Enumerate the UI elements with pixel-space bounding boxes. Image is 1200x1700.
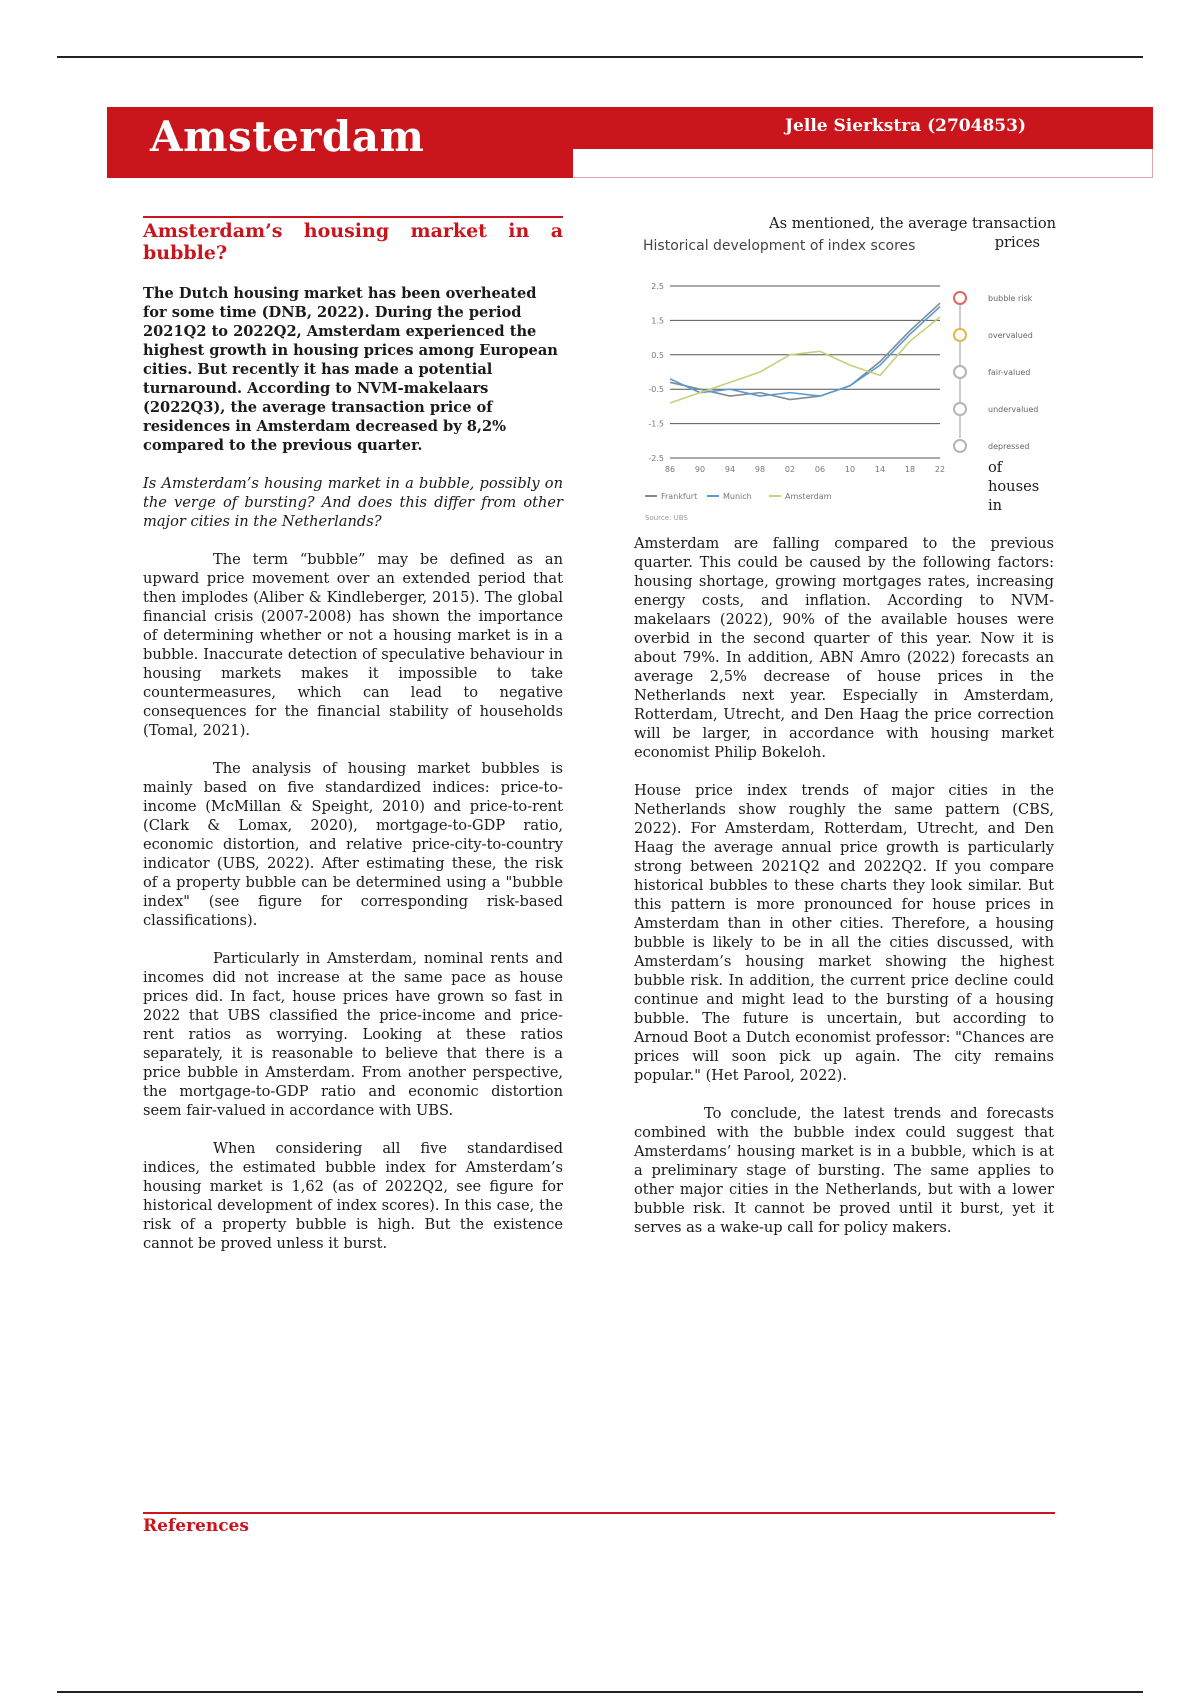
- y-tick-label: 2.5: [651, 282, 664, 291]
- page-title: Amsterdam: [150, 112, 425, 161]
- y-tick-label: -0.5: [648, 385, 664, 395]
- references-heading: References: [143, 1512, 1055, 1536]
- zone-label: undervalued: [988, 405, 1039, 414]
- y-tick-label: -2.5: [648, 454, 664, 463]
- y-tick-label: -1.5: [648, 419, 664, 429]
- chart-title: Historical development of index scores: [643, 238, 916, 254]
- series-line-frankfurt: [670, 303, 940, 399]
- paragraph-amsterdam-ratios: Particularly in Amsterdam, nominal rents and incomes did not increase at the same pace as house prices did. In fact, house prices have grown so fast in 2022 that UBS classified the price-income and price-rent ratios as worrying. Looking at these ratios separately, it is reasonable to believe that there is a price bubble in Amsterdam. From another perspective, the mortgage-to-GDP ratio and economic distortion seem fair-valued in accordance with UBS.: [143, 950, 563, 1119]
- question-paragraph: Is Amsterdam’s housing market in a bubble, possibly on the verge of bursting? And does this differ from other major cities in the Netherlands?: [143, 475, 563, 530]
- x-tick-label: 02: [784, 465, 796, 474]
- paragraph-major-cities: House price index trends of major cities in the Netherlands show roughly the same pattern (CBS, 2022). For Amsterdam, Rotterdam, Utrecht, and Den Haag the average annual price growth is particularly strong between 2021Q2 and 2022Q2. If you compare historical bubbles to these charts they look similar. But this pattern is more pronounced for house prices in Amsterdam than in other cities. Therefore, a housing bubble is likely to be in all the cities discussed, with Amsterdam’s housing market showing the highest bubble risk. In addition, the current price decline could continue and might lead to the bursting of a housing bubble. The future is uncertain, but according to Arnoud Boot a Dutch economist professor: "Chances are prices will soon pick up again. The city remains popular." (Het Parool, 2022).: [634, 782, 1054, 1084]
- index-chart: [640, 258, 1040, 528]
- zone-marker: [954, 366, 966, 378]
- wrap-word-houses: houses: [988, 478, 1040, 495]
- x-tick-label: 18: [904, 465, 916, 474]
- zone-label: bubble risk: [988, 294, 1033, 303]
- x-tick-label: 90: [694, 465, 706, 474]
- wrap-word-of: of: [988, 459, 1003, 476]
- x-tick-label: 94: [724, 465, 736, 474]
- lead-paragraph: The Dutch housing market has been overheated for some time (DNB, 2022). During the period 2021Q2 to 2022Q2, Amsterdam experienced the highest growth in housing prices among European cities. But recently it has made a potential turnaround. According to NVM-makelaars (2022Q3), the average transaction price of residences in Amsterdam decreased by 8,2% compared to the previous quarter.: [143, 285, 558, 454]
- chart-source: Source: UBS: [645, 514, 688, 522]
- left-column: [143, 284, 563, 1253]
- legend-label: Amsterdam: [785, 492, 832, 501]
- x-tick-label: 98: [754, 465, 766, 474]
- zone-marker: [954, 292, 966, 304]
- y-tick-label: 0.5: [651, 350, 664, 360]
- x-tick-label: 22: [934, 465, 946, 474]
- series-line-amsterdam: [670, 317, 940, 403]
- zone-marker: [954, 329, 966, 341]
- zone-marker: [954, 403, 966, 415]
- zone-label: depressed: [988, 442, 1030, 451]
- paragraph-bubble-index: When considering all five standardised indices, the estimated bubble index for Amsterdam’s housing market is 1,62 (as of 2022Q2, see figure for historical development of index scores). In this case, the risk of a property bubble is high. But the existence cannot be proved unless it burst.: [143, 1140, 563, 1252]
- banner-underline: [573, 149, 1153, 178]
- x-tick-label: 10: [844, 465, 856, 474]
- paragraph-bubble-definition: The term “bubble” may be defined as an upward price movement over an extended period that then implodes (Aliber & Kindleberger, 2015). The global financial crisis (2007-2008) has shown the importance of determining whether or not a housing market is in a bubble. Inaccurate detection of speculative behaviour in housing markets makes it impossible to take countermeasures, which can lead to negative consequences for the financial stability of households (Tomal, 2021).: [143, 551, 563, 739]
- x-tick-label: 14: [874, 465, 886, 474]
- legend-label: Frankfurt: [661, 492, 698, 501]
- zone-label: fair-valued: [988, 368, 1031, 377]
- x-tick-label: 86: [664, 465, 676, 474]
- legend-label: Munich: [723, 492, 752, 501]
- zone-label: overvalued: [988, 331, 1033, 340]
- author-name: Jelle Sierkstra (2704853): [785, 116, 1026, 136]
- y-tick-label: 1.5: [651, 316, 664, 326]
- bottom-rule: [57, 1691, 1143, 1693]
- paragraph-prices-falling: Amsterdam are falling compared to the previous quarter. This could be caused by the following factors: housing shortage, growing mortgages rates, increasing energy costs, and inflation. According to NVM-makelaars (2022), 90% of the available houses were overbid in the second quarter of this year. Now it is about 79%. In addition, ABN Amro (2022) forecasts an average 2,5% decrease of house prices in the Netherlands next year. Especially in Amsterdam, Rotterdam, Utrecht, and Den Haag the price correction will be larger, in accordance with housing market economist Philip Bokeloh.: [634, 535, 1054, 761]
- right-column: [634, 534, 1054, 1237]
- x-tick-label: 06: [814, 465, 826, 474]
- zone-marker: [954, 440, 966, 452]
- right-intro-line: As mentioned, the average transaction: [769, 215, 1056, 232]
- right-intro-word: prices: [994, 234, 1040, 251]
- wrap-word-in: in: [988, 497, 1003, 514]
- paragraph-conclusion: To conclude, the latest trends and forecasts combined with the bubble index could suggest that Amsterdams’ housing market is in a bubble, which is at a preliminary stage of bursting. The same applies to other major cities in the Netherlands, but with a lower bubble risk. It cannot be proved until it burst, yet it serves as a wake-up call for policy makers.: [634, 1105, 1054, 1236]
- article-headline: Amsterdam’s housing market in a bubble?: [143, 216, 563, 264]
- top-rule: [57, 56, 1143, 58]
- paragraph-analysis: The analysis of housing market bubbles is mainly based on five standardized indices: price-to-income (McMillan & Speight, 2010) and price-to-rent (Clark & Lomax, 2020), mortgage-to-GDP ratio, economic distortion, and relative price-city-to-country indicator (UBS, 2022). After estimating these, the risk of a property bubble can be determined using a "bubble index" (see figure for corresponding risk-based classifications).: [143, 760, 563, 929]
